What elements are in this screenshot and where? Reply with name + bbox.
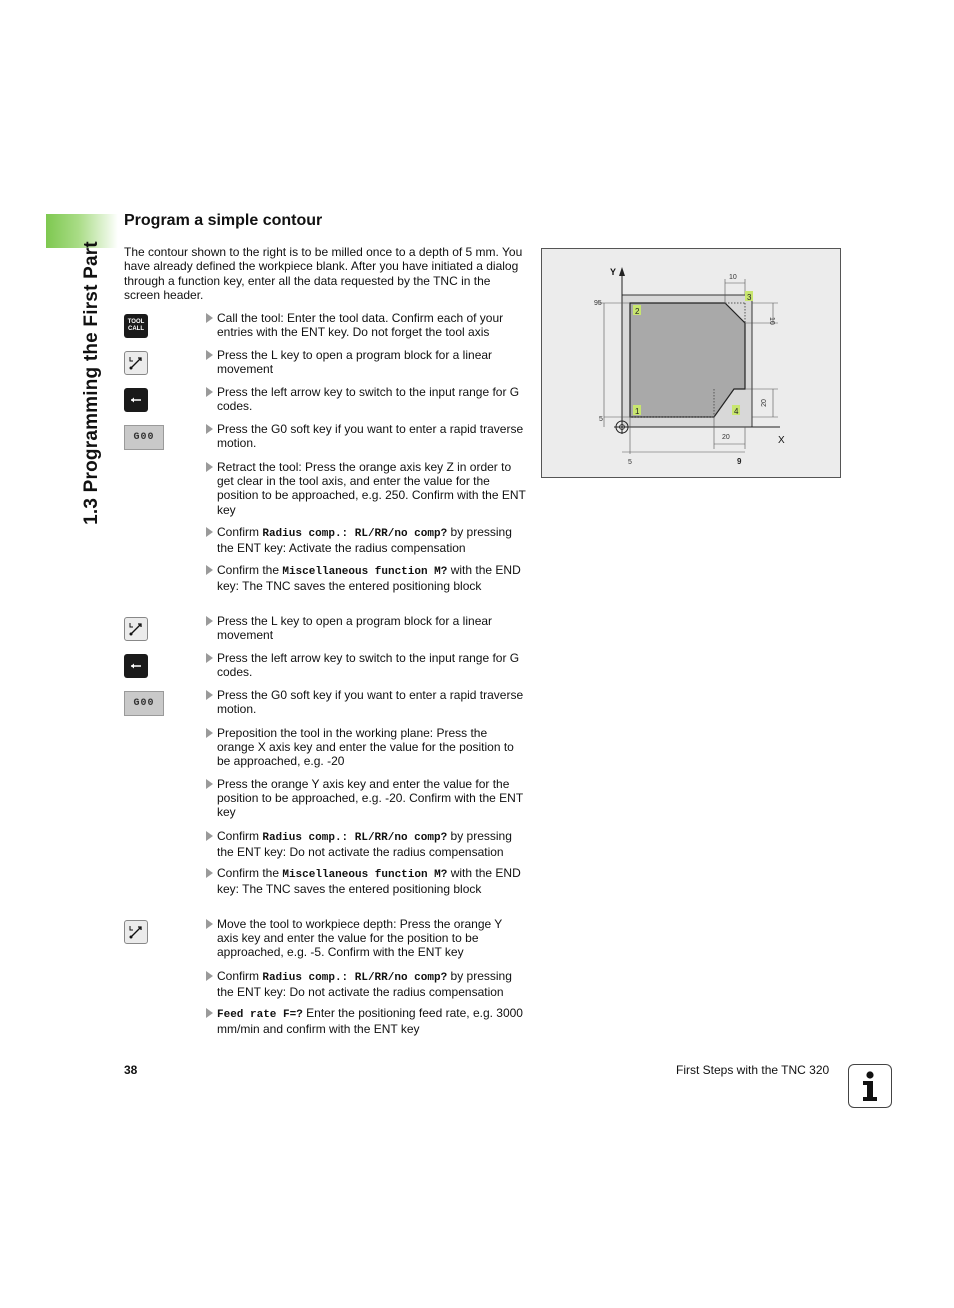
bullet-triangle-icon bbox=[206, 728, 213, 738]
book-title: First Steps with the TNC 320 bbox=[676, 1063, 830, 1077]
dim-10-top: 10 bbox=[729, 274, 737, 281]
bullet-triangle-icon bbox=[206, 831, 213, 841]
step-item: Confirm Radius comp.: RL/RR/no comp? by pressing the ENT key: Do not activate the radius compensation bbox=[206, 829, 526, 859]
point-label-1: 1 bbox=[635, 407, 640, 416]
bullet-triangle-icon bbox=[206, 313, 213, 323]
step-item: Press the orange Y axis key and enter the value for the position to be approached, e.g. -20. Confirm with the ENT key bbox=[206, 777, 526, 820]
bullet-triangle-icon bbox=[206, 565, 213, 575]
step-item: Press the G0 soft key if you want to enter a rapid traverse motion. bbox=[206, 422, 526, 450]
dim-10-right: 10 bbox=[768, 317, 775, 325]
point-label-4: 4 bbox=[734, 407, 739, 416]
contour-drawing bbox=[541, 248, 841, 478]
linear-l-key-icon bbox=[124, 920, 148, 944]
intro-paragraph: The contour shown to the right is to be milled once to a depth of 5 mm. You have already defined the workpiece blank. After you have initiated a dialog through a function key, enter all the data requested by the TNC in the screen header. bbox=[124, 245, 523, 303]
step-item: Press the left arrow key to switch to the input range for G codes. bbox=[206, 385, 526, 413]
bullet-triangle-icon bbox=[206, 971, 213, 981]
bullet-triangle-icon bbox=[206, 616, 213, 626]
g00-softkey-icon: G00 bbox=[124, 691, 164, 716]
page-number: 38 bbox=[124, 1063, 138, 1077]
g00-softkey-icon: G00 bbox=[124, 425, 164, 450]
bullet-triangle-icon bbox=[206, 779, 213, 789]
left-arrow-key-icon bbox=[124, 388, 148, 412]
step-item: Feed rate F=? Enter the positioning feed rate, e.g. 3000 mm/min and confirm with the ENT key bbox=[206, 1006, 526, 1036]
step-item: Preposition the tool in the working plane: Press the orange X axis key and enter the value for the position to be approached, e.g. -20 bbox=[206, 726, 526, 769]
step-item: Confirm Radius comp.: RL/RR/no comp? by pressing the ENT key: Do not activate the radius compensation bbox=[206, 969, 526, 999]
linear-l-key-icon bbox=[124, 351, 148, 375]
bullet-triangle-icon bbox=[206, 653, 213, 663]
bullet-triangle-icon bbox=[206, 527, 213, 537]
point-label-3: 3 bbox=[747, 293, 752, 302]
tool-call-key-icon bbox=[124, 314, 148, 338]
bullet-triangle-icon bbox=[206, 462, 213, 472]
axis-y-label: Y bbox=[610, 267, 617, 277]
bullet-triangle-icon bbox=[206, 350, 213, 360]
chapter-title: 1.3 Programming the First Part bbox=[81, 241, 102, 525]
bullet-triangle-icon bbox=[206, 690, 213, 700]
bullet-triangle-icon bbox=[206, 387, 213, 397]
step-item: Press the left arrow key to switch to the input range for G codes. bbox=[206, 651, 526, 679]
bullet-triangle-icon bbox=[206, 919, 213, 929]
dim-95: 95 bbox=[594, 300, 602, 307]
step-item: Confirm the Miscellaneous function M? with the END key: The TNC saves the entered positioning block bbox=[206, 866, 526, 896]
bullet-triangle-icon bbox=[206, 868, 213, 878]
info-icon bbox=[848, 1064, 892, 1108]
tool-call-label-2: CALL bbox=[128, 326, 144, 332]
left-arrow-key-icon bbox=[124, 654, 148, 678]
axis-x-label: X bbox=[778, 435, 785, 446]
step-item: Confirm Radius comp.: RL/RR/no comp? by pressing the ENT key: Activate the radius compensation bbox=[206, 525, 526, 555]
tool-call-label-1: TOOL bbox=[127, 319, 145, 325]
step-item: Retract the tool: Press the orange axis key Z in order to get clear in the tool axis, and enter the value for the position to be approached, e.g. 250. Confirm with the ENT key bbox=[206, 460, 526, 517]
step-item: Call the tool: Enter the tool data. Confirm each of your entries with the ENT key. Do not forget the tool axis bbox=[206, 311, 526, 339]
section-title: Program a simple contour bbox=[124, 212, 323, 229]
dim-20-bottom: 20 bbox=[722, 434, 730, 441]
dim-5-left: 5 bbox=[599, 416, 603, 423]
point-label-2: 2 bbox=[635, 307, 640, 316]
step-item: Press the L key to open a program block for a linear movement bbox=[206, 614, 526, 642]
linear-l-key-icon bbox=[124, 617, 148, 641]
dim-9: 9 bbox=[737, 457, 742, 466]
step-item: Press the L key to open a program block for a linear movement bbox=[206, 348, 526, 376]
chapter-title-vertical bbox=[62, 218, 122, 548]
dim-20-right: 20 bbox=[761, 399, 768, 407]
dim-5-bottom: 5 bbox=[628, 459, 632, 466]
step-item: Move the tool to workpiece depth: Press the orange Y axis key and enter the value for the position to be approached, e.g. -5. Confirm with the ENT key bbox=[206, 917, 526, 960]
step-item: Confirm the Miscellaneous function M? with the END key: The TNC saves the entered positioning block bbox=[206, 563, 526, 593]
bullet-triangle-icon bbox=[206, 1008, 213, 1018]
y-axis-arrow-icon bbox=[619, 267, 625, 276]
step-item: Press the G0 soft key if you want to enter a rapid traverse motion. bbox=[206, 688, 526, 716]
bullet-triangle-icon bbox=[206, 424, 213, 434]
